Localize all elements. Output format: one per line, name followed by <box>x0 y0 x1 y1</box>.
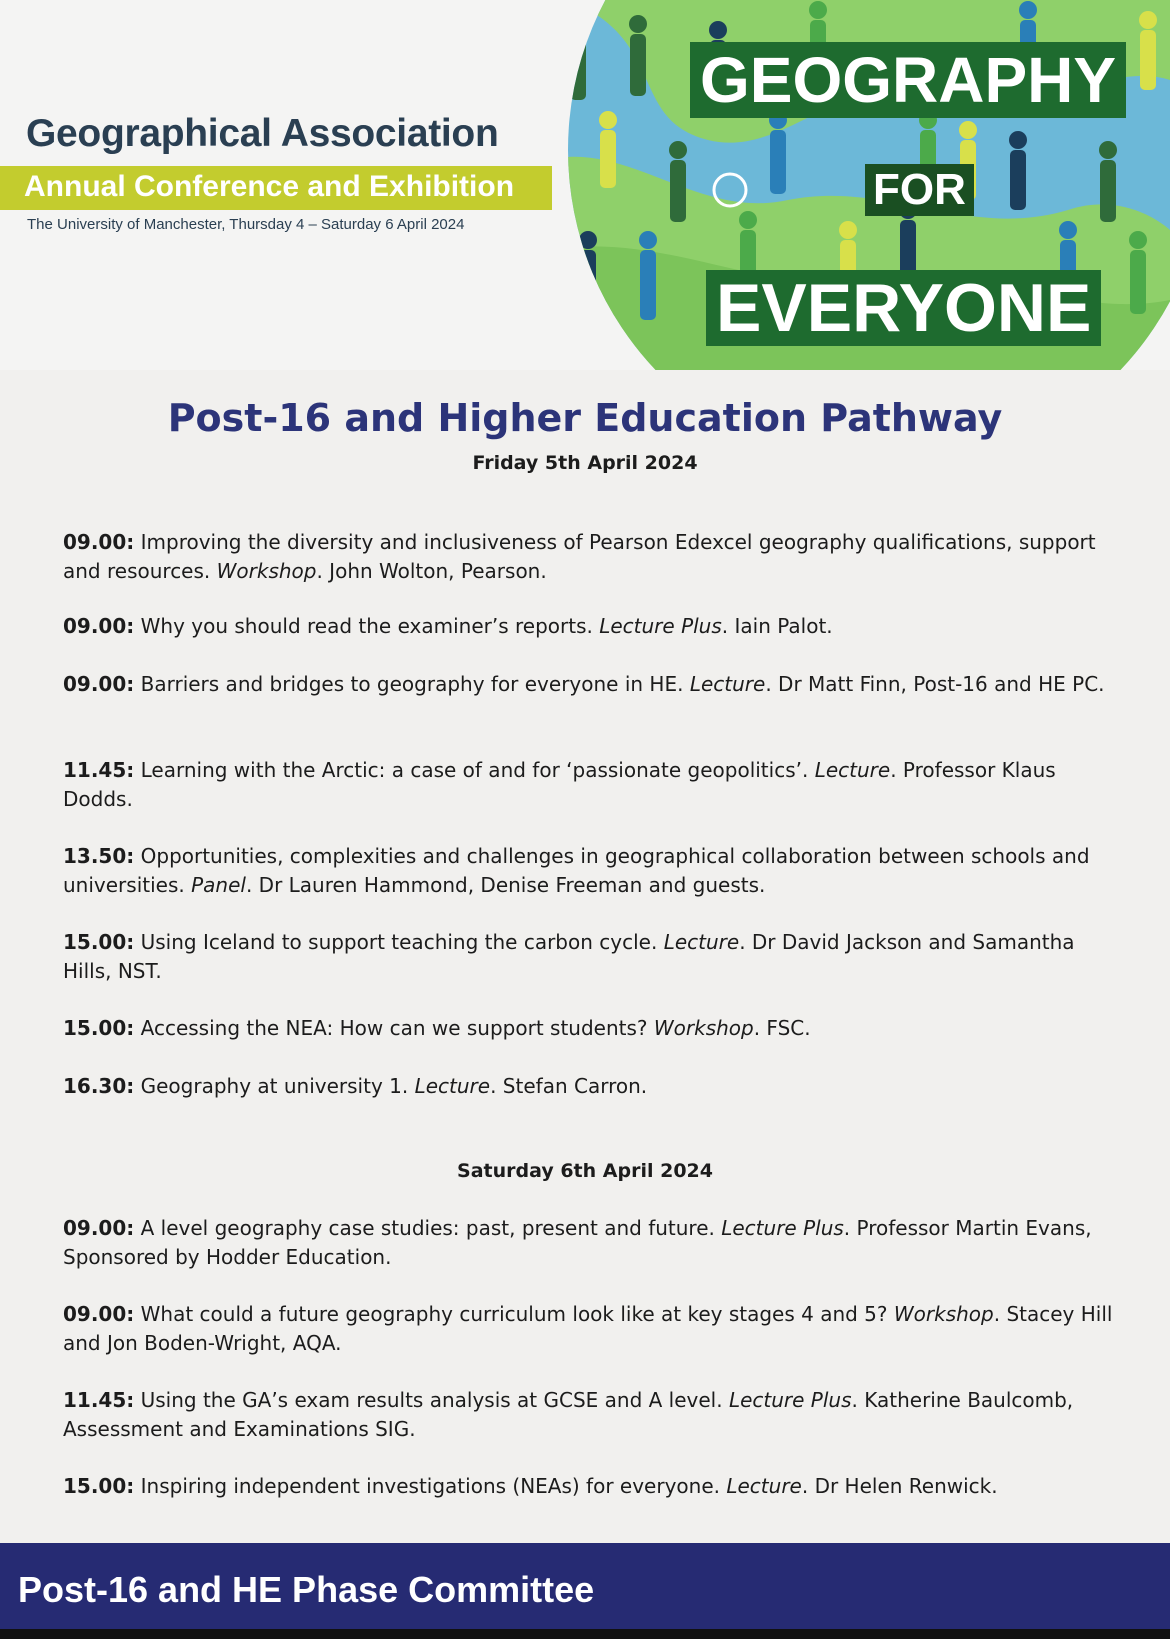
session-title: Learning with the Arctic: a case of and for ‘passionate geopolitics’. <box>140 758 809 782</box>
session-item <box>63 1472 1123 1501</box>
session-type: Lecture <box>663 930 740 954</box>
session-title: What could a future geography curriculum look like at key stages 4 and 5? <box>140 1302 888 1326</box>
session-time: 09.00: <box>63 530 135 554</box>
session-speaker: . Iain Palot. <box>721 614 833 638</box>
phase-committee-footer <box>0 1543 1170 1639</box>
session-speaker: . Stacey Hill and Jon Boden-Wright, AQA. <box>63 1302 1113 1355</box>
day-heading-friday: Friday 5th April 2024 <box>472 452 698 474</box>
session-type: Lecture <box>726 1474 802 1498</box>
event-venue: The University of Manchester, Thursday 4 – Saturday 6 April 2024 <box>27 216 465 233</box>
session-speaker: . Dr David Jackson and Samantha Hills, NST. <box>63 930 1075 983</box>
session-speaker: . Dr Helen Renwick. <box>801 1474 998 1498</box>
banner-for: FOR <box>865 164 974 216</box>
session-speaker: . Dr Matt Finn, Post-16 and HE PC. <box>765 672 1105 696</box>
session-item <box>63 1214 1123 1272</box>
session-time: 15.00: <box>63 1474 135 1498</box>
session-item <box>63 842 1123 900</box>
session-time: 11.45: <box>63 758 135 782</box>
session-title: Why you should read the examiner’s reports. <box>140 614 593 638</box>
session-type: Workshop <box>653 1016 754 1040</box>
session-item <box>63 1072 1123 1101</box>
session-time: 09.00: <box>63 1302 135 1326</box>
session-type: Lecture Plus <box>721 1216 844 1240</box>
session-time: 09.00: <box>63 1216 135 1240</box>
session-time: 15.00: <box>63 1016 135 1040</box>
session-title: Using Iceland to support teaching the carbon cycle. <box>140 930 658 954</box>
session-time: 16.30: <box>63 1074 135 1098</box>
session-time: 09.00: <box>63 614 135 638</box>
session-type: Workshop <box>893 1302 994 1326</box>
session-speaker: . FSC. <box>753 1016 811 1040</box>
session-time: 09.00: <box>63 672 135 696</box>
session-speaker: . Professor Klaus Dodds. <box>63 758 1056 811</box>
session-type: Lecture <box>814 758 891 782</box>
session-item <box>63 756 1123 814</box>
session-time: 15.00: <box>63 930 135 954</box>
session-item <box>63 612 1123 641</box>
session-speaker: . John Wolton, Pearson. <box>316 559 547 583</box>
session-item <box>63 670 1123 699</box>
session-item <box>63 1300 1123 1358</box>
session-title: Using the GA’s exam results analysis at GCSE and A level. <box>140 1388 723 1412</box>
banner-geography: GEOGRAPHY <box>690 42 1126 118</box>
session-type: Panel <box>191 873 246 897</box>
session-speaker: . Katherine Baulcomb, Assessment and Examinations SIG. <box>63 1388 1074 1441</box>
session-type: Lecture Plus <box>728 1388 852 1412</box>
session-type: Lecture <box>689 672 766 696</box>
session-type: Lecture Plus <box>599 614 722 638</box>
session-title: Inspiring independent investigations (NEAs) for everyone. <box>140 1474 720 1498</box>
session-speaker: . Professor Martin Evans, Sponsored by Hodder Education. <box>63 1216 1092 1269</box>
session-title: Opportunities, complexities and challenges in geographical collaboration between schools and universities. <box>63 844 1090 897</box>
footer-rule <box>0 1629 1170 1639</box>
session-item <box>63 1014 1123 1043</box>
footer-label: Post-16 and HE Phase Committee <box>18 1569 595 1610</box>
session-title: Improving the diversity and inclusiveness of Pearson Edexcel geography qualifications, support and resources. <box>63 530 1096 583</box>
conference-header <box>0 0 1170 370</box>
banner-everyone: EVERYONE <box>706 270 1101 346</box>
event-band <box>0 166 552 210</box>
session-item <box>63 1386 1123 1444</box>
pathway-title: Post-16 and Higher Education Pathway <box>167 396 1003 440</box>
day-heading-saturday: Saturday 6th April 2024 <box>457 1160 713 1182</box>
session-item <box>63 928 1123 986</box>
session-speaker: . Stefan Carron. <box>490 1074 648 1098</box>
session-title: A level geography case studies: past, present and future. <box>140 1216 715 1240</box>
organisation-name: Geographical Association <box>26 112 499 155</box>
session-title: Barriers and bridges to geography for everyone in HE. <box>140 672 684 696</box>
session-title: Accessing the NEA: How can we support students? <box>140 1016 648 1040</box>
globe-illustration <box>548 0 1170 370</box>
event-name: Annual Conference and Exhibition <box>24 170 515 203</box>
session-time: 13.50: <box>63 844 135 868</box>
session-time: 11.45: <box>63 1388 135 1412</box>
session-type: Workshop <box>216 559 317 583</box>
session-type: Lecture <box>414 1074 491 1098</box>
session-speaker: . Dr Lauren Hammond, Denise Freeman and guests. <box>245 873 766 897</box>
session-title: Geography at university 1. <box>140 1074 409 1098</box>
session-item <box>63 528 1123 586</box>
